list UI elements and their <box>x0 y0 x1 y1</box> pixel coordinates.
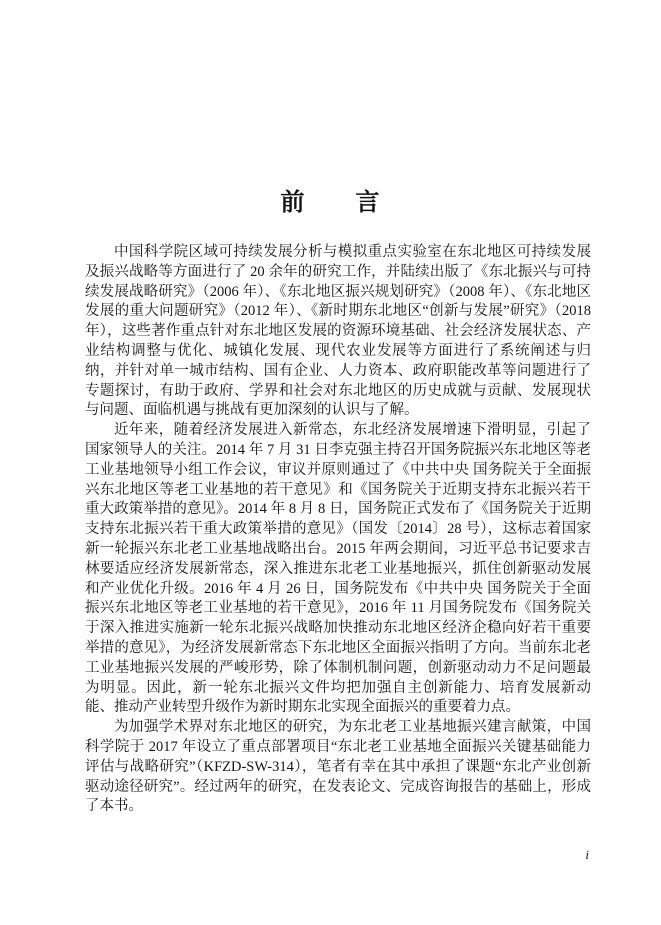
body-text <box>85 243 591 817</box>
page-number: i <box>585 847 589 862</box>
page-title: 前 言 <box>280 190 381 216</box>
paragraph-1: 中国科学院区域可持续发展分析与模拟重点实验室在东北地区可持续发展及振兴战略等方面进行了 20 余年的研究工作，并陆续出版了《东北振兴与可持续发展战略研究》（2006 年）、《东北地区振兴规划研究》（2008 年）、《东北地区发展的重大问题研究》（2012 年）、《新时期东北地区“创新与发展”研究》（2018 年），这些著作重点针对东北地区发展的资源环境基础、社会经济发展状态、产业结构调整与优化、城镇化发展、现代农业发展等方面进行了系统阐述与归纳，并针对单一城市结构、国有企业、人力资本、政府职能改革等问题进行了专题探讨，有助于政府、学界和社会对东北地区的历史成就与贡献、发展现状与问题、面临机遇与挑战有更加深刻的认识与了解。 <box>85 244 591 419</box>
paragraph-2: 近年来，随着经济发展进入新常态，东北经济发展增速下滑明显，引起了国家领导人的关注。2014 年 7 月 31 日李克强主持召开国务院振兴东北地区等老工业基地领导小组工作会议，审议并原则通过了《中共中央 国务院关于全面振兴东北地区等老工业基地的若干意见》和《国务院关于近期支持东北振兴若干重大政策举措的意见》。2014 年 8 月 8 日，国务院正式发布了《国务院关于近期支持东北振兴若干重大政策举措的意见》（国发〔2014〕28 号），这标志着国家新一轮振兴东北老工业基地战略出台。2015 年两会期间，习近平总书记要求吉林要适应经济发展新常态，深入推进东北老工业基地振兴，抓住创新驱动发展和产业优化升级。2016 年 4 月 26 日，国务院发布《中共中央 国务院关于全面振兴东北地区等老工业基地的若干意见》，2016 年 11 月国务院发布《国务院关于深入推进实施新一轮东北振兴战略加快推动东北地区经济企稳向好若干重要举措的意见》，为经济发展新常态下东北地区全面振兴指明了方向。当前东北老工业基地振兴发展的严峻形势，除了体制机制问题，创新驱动动力不足问题最为明显。因此，新一轮东北振兴文件均把加强自主创新能力、培育发展新动能、推动产业转型升级作为新时期东北实现全面振兴的重要着力点。 <box>85 422 591 716</box>
paragraph-3: 为加强学术界对东北地区的研究，为东北老工业基地振兴建言献策，中国科学院于 2017 年设立了重点部署项目“东北老工业基地全面振兴关键基础能力评估与战略研究”（KFZD-SW-314），笔者有幸在其中承担了课题“东北产业创新驱动途径研究”。经过两年的研究，在发表论文、完成咨询报告的基础上，形成了本书。 <box>85 719 591 815</box>
